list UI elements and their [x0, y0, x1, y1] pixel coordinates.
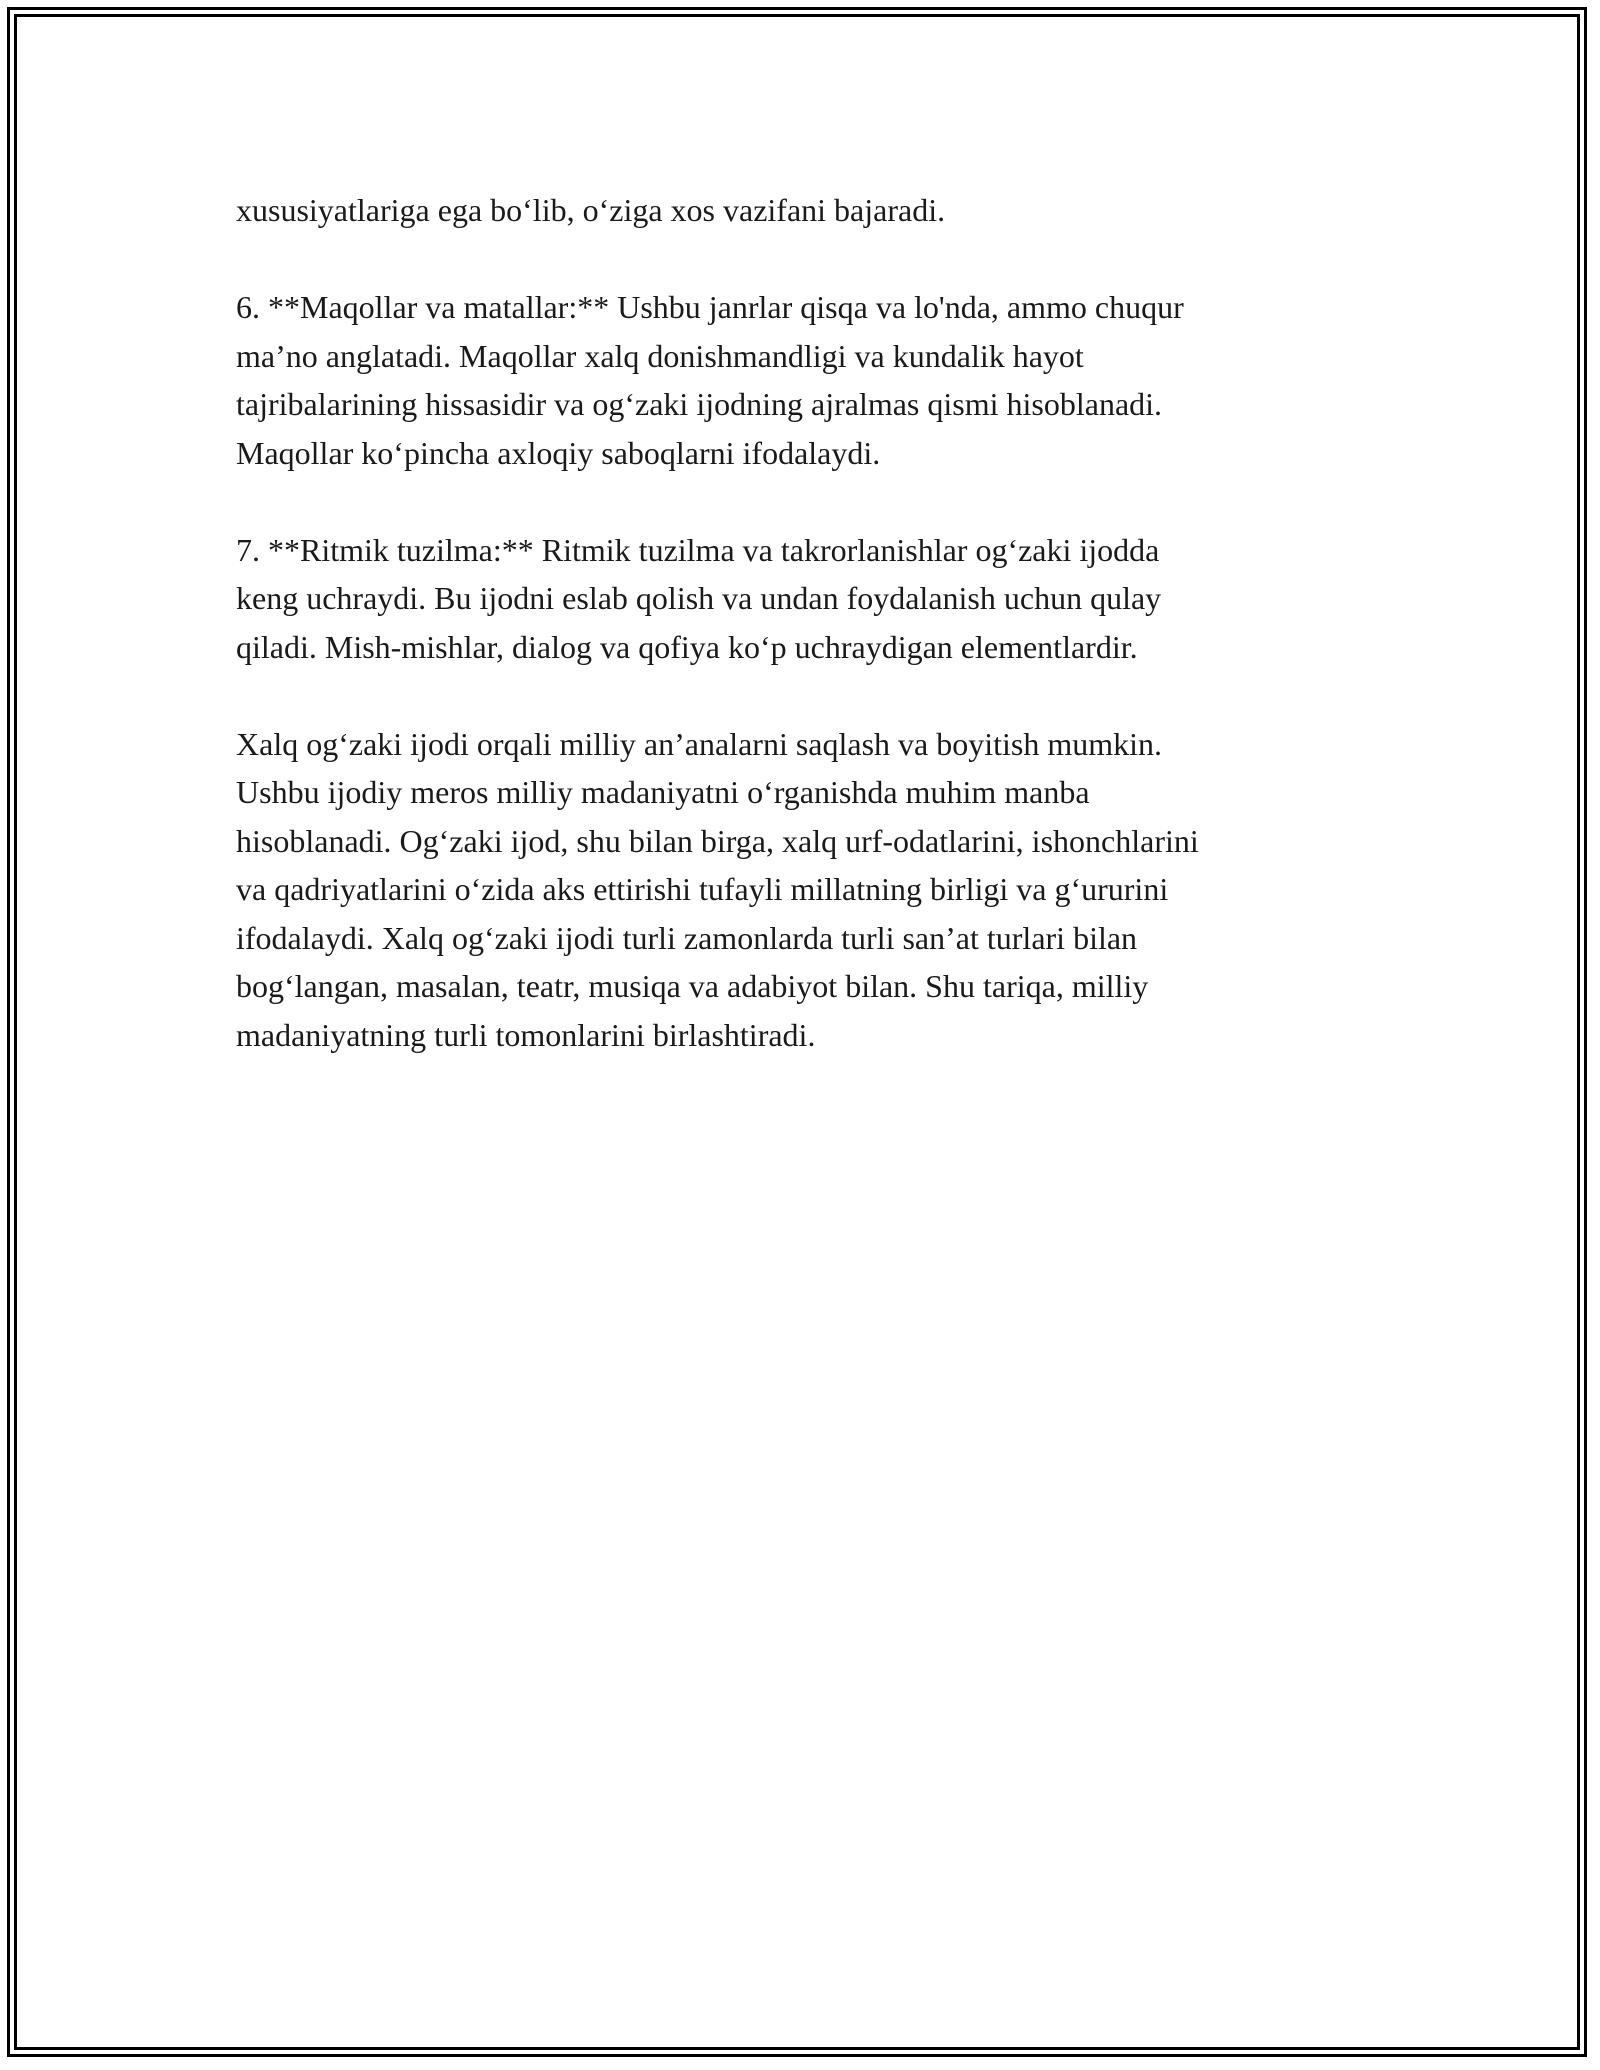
text-line: 6. **Maqollar va matallar:** Ushbu janrlar qisqa va lo'nda, ammo chuqur	[236, 289, 1184, 325]
paragraph-ritmik-tuzilma	[236, 526, 1366, 672]
text-line: madaniyatning turli tomonlarini birlashtiradi.	[236, 1016, 816, 1053]
text-line: qiladi. Mish-mishlar, dialog va qofiya ko‘p uchraydigan elementlardir.	[236, 628, 1138, 665]
paragraph-conclusion	[236, 720, 1366, 1060]
paragraph-maqollar	[236, 283, 1366, 477]
document-body	[236, 186, 1366, 1108]
text-line: hisoblanadi. Og‘zaki ijod, shu bilan birga, xalq urf-odatlarini, ishonchlarini	[236, 822, 1199, 859]
text-line: Maqollar ko‘pincha axloqiy saboqlarni ifodalaydi.	[236, 434, 881, 471]
text-line: keng uchraydi. Bu ijodni eslab qolish va undan foydalanish uchun qulay	[236, 580, 1162, 616]
text-line: xususiyatlariga ega bo‘lib, o‘ziga xos vazifani bajaradi.	[236, 192, 946, 228]
text-line: ifodalaydi. Xalq og‘zaki ijodi turli zamonlarda turli san’at turlari bilan	[236, 919, 1138, 956]
text-line: bog‘langan, masalan, teatr, musiqa va adabiyot bilan. Shu tariqa, milliy	[236, 968, 1149, 1004]
text-line: Ushbu ijodiy meros milliy madaniyatni o‘rganishda muhim manba	[236, 774, 1090, 810]
text-line: tajribalarining hissasidir va og‘zaki ijodning ajralmas qismi hisoblanadi.	[236, 386, 1163, 422]
text-line: Xalq og‘zaki ijodi orqali milliy an’analarni saqlash va boyitish mumkin.	[236, 725, 1163, 762]
paragraph-continuation	[236, 186, 1366, 235]
text-line: ma’no anglatadi. Maqollar xalq donishmandligi va kundalik hayot	[236, 337, 1084, 374]
text-line: va qadriyatlarini o‘zida aks ettirishi tufayli millatning birligi va g‘ururini	[236, 871, 1169, 907]
text-line: 7. **Ritmik tuzilma:** Ritmik tuzilma va takrorlanishlar og‘zaki ijodda	[236, 531, 1160, 568]
